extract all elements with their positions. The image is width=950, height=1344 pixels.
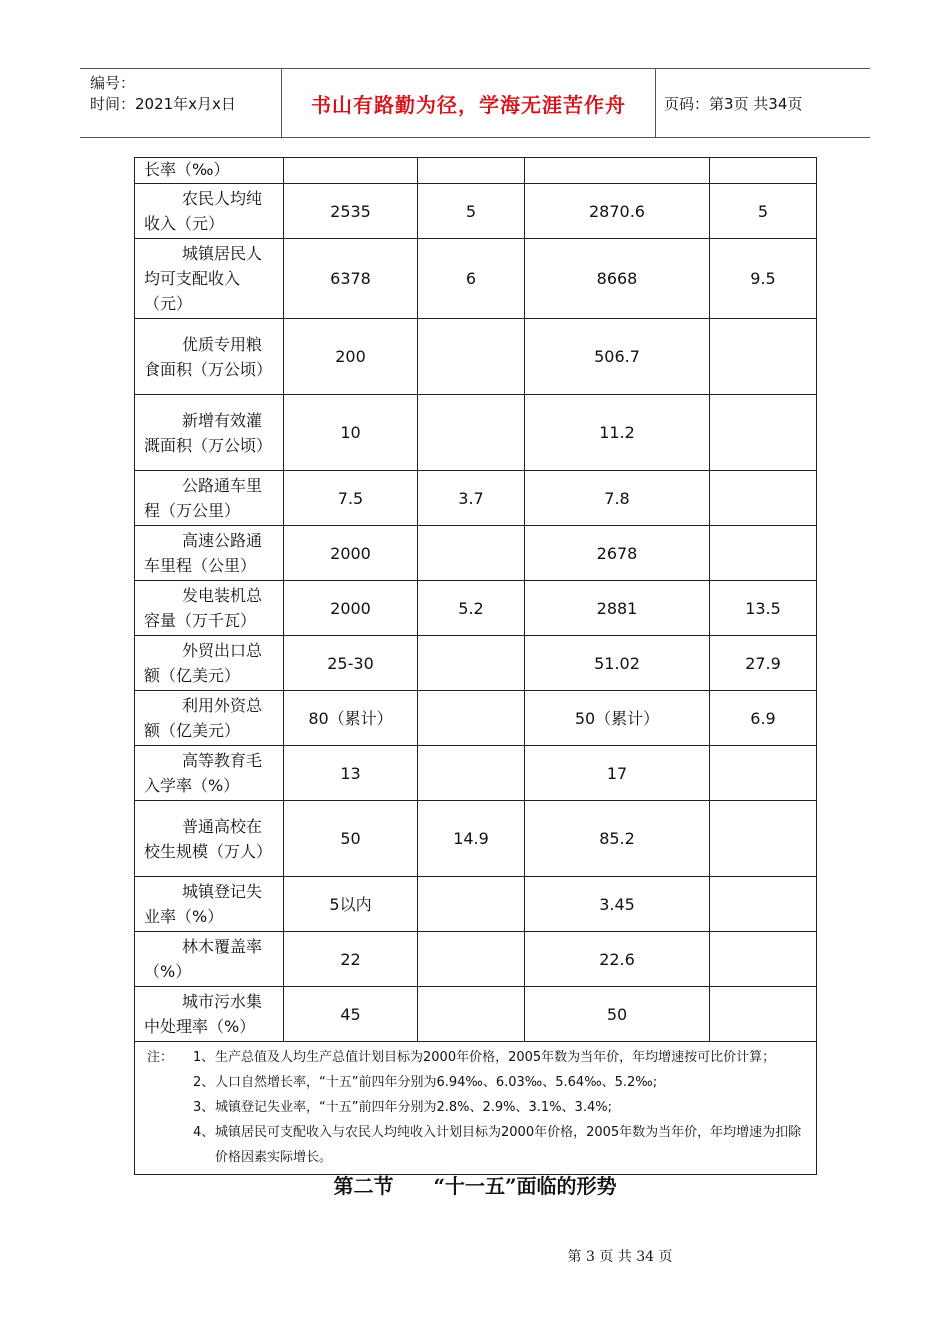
table-cell-c3: 11.2: [525, 395, 710, 471]
note-text: 生产总值及人均生产总值计划目标为2000年价格，2005年数为当年价，年均增速按可比价计算；: [215, 1050, 776, 1065]
header-left: [90, 73, 236, 115]
table-cell-c4: [710, 471, 817, 526]
table-row: [135, 319, 817, 395]
table-cell-c1: 13: [284, 746, 418, 801]
indicator-label-part: 额（亿美元）: [144, 721, 241, 740]
header-divider: [655, 69, 656, 137]
table-row: [135, 746, 817, 801]
table-row: [135, 158, 817, 184]
table-cell-c2: 5: [418, 184, 525, 239]
note-item: [147, 1120, 806, 1170]
indicator-label-part: 长率（‰）: [144, 160, 230, 179]
indicator-label-part: 农民人均纯: [182, 189, 263, 208]
note-text: 城镇登记失业率，“十五”前四年分别为2.8%、2.9%、3.1%、3.4%;: [215, 1100, 612, 1115]
time-label: 时间：2021年x月x日: [90, 95, 236, 113]
table-cell-c4: 5: [710, 184, 817, 239]
table-cell-c4: [710, 526, 817, 581]
table-cell-c1: [284, 158, 418, 184]
notes-prefix: 注：: [147, 1050, 174, 1065]
indicator-label-part: 优质专用粮: [182, 334, 263, 354]
table-cell-c1: 2000: [284, 581, 418, 636]
page-header: [80, 68, 870, 138]
table-cell-c4: 27.9: [710, 636, 817, 691]
table-cell-c1: 45: [284, 987, 418, 1042]
table-row: [135, 395, 817, 471]
indicator-label: [135, 158, 284, 184]
table-row: [135, 877, 817, 932]
table-cell-c2: [418, 636, 525, 691]
table-row: [135, 987, 817, 1042]
table-cell-c2: [418, 319, 525, 395]
indicator-label-part: 高等教育毛: [182, 751, 263, 770]
note-number: 1、: [193, 1050, 215, 1065]
table-cell-c4: [710, 395, 817, 471]
indicator-label-part: 林木覆盖率: [182, 937, 263, 956]
indicator-label-part: 利用外资总: [182, 696, 263, 715]
table-cell-c4: [710, 932, 817, 987]
table-row: [135, 932, 817, 987]
indicator-table-body: [135, 158, 817, 1175]
section-title: “十一五”面临的形势: [433, 1174, 617, 1198]
table-cell-c1: 10: [284, 395, 418, 471]
table-cell-c1: 22: [284, 932, 418, 987]
indicator-label: [135, 801, 284, 877]
note-item: [147, 1070, 806, 1095]
indicator-label-part: 均可支配收入（元）: [144, 269, 241, 313]
table-cell-c3: 506.7: [525, 319, 710, 395]
indicator-label-part: 额（亿美元）: [144, 666, 241, 685]
table-cell-c2: 5.2: [418, 581, 525, 636]
indicator-label-part: 校生规模（万人）: [144, 841, 273, 861]
indicator-label-part: 外贸出口总: [182, 641, 263, 660]
table-cell-c1: 5以内: [284, 877, 418, 932]
indicator-label-part: 普通高校在: [182, 816, 263, 836]
table-cell-c2: [418, 691, 525, 746]
table-cell-c4: [710, 801, 817, 877]
note-text: 人口自然增长率，“十五”前四年分别为6.94‰、6.03‰、5.64‰、5.2‰;: [215, 1075, 658, 1090]
section-number: 第二节: [333, 1174, 394, 1198]
indicator-label: [135, 319, 284, 395]
table-cell-c3: 50（累计）: [525, 691, 710, 746]
table-cell-c2: [418, 746, 525, 801]
table-notes: [135, 1042, 817, 1175]
table-cell-c1: 2535: [284, 184, 418, 239]
table-cell-c1: 25-30: [284, 636, 418, 691]
indicator-label-part: 溉面积（万公顷）: [144, 435, 273, 455]
table-cell-c3: 50: [525, 987, 710, 1042]
table-cell-c3: 2870.6: [525, 184, 710, 239]
indicator-label: [135, 239, 284, 319]
table-cell-c4: 13.5: [710, 581, 817, 636]
table-cell-c1: 200: [284, 319, 418, 395]
indicator-label-part: （%）: [144, 962, 192, 981]
note-number: 2、: [193, 1075, 215, 1090]
table-cell-c3: 3.45: [525, 877, 710, 932]
indicator-label: [135, 636, 284, 691]
table-cell-c4: [710, 746, 817, 801]
indicator-label-part: 程（万公里）: [144, 501, 241, 520]
table-row: [135, 526, 817, 581]
table-row: [135, 239, 817, 319]
table-cell-c4: [710, 987, 817, 1042]
table-cell-c3: 8668: [525, 239, 710, 319]
table-cell-c4: 9.5: [710, 239, 817, 319]
indicator-label-part: 城镇居民人: [182, 244, 263, 263]
table-cell-c3: 51.02: [525, 636, 710, 691]
indicator-table: [134, 157, 817, 1175]
indicator-label: [135, 932, 284, 987]
indicator-label-part: 高速公路通: [182, 531, 263, 550]
note-item: [147, 1045, 806, 1070]
indicator-label-part: 收入（元）: [144, 214, 225, 233]
table-cell-c2: [418, 395, 525, 471]
table-cell-c3: 2881: [525, 581, 710, 636]
table-row: [135, 581, 817, 636]
indicator-label: [135, 987, 284, 1042]
indicator-label: [135, 581, 284, 636]
indicator-label-part: 中处理率（%）: [144, 1017, 256, 1036]
note-text: 城镇居民可支配收入与农民人均纯收入计划目标为2000年价格，2005年数为当年价，年均增速为扣除价格因素实际增长。: [215, 1125, 802, 1165]
serial-label: 编号：: [90, 74, 136, 92]
indicator-label-part: 发电装机总: [182, 586, 263, 605]
table-cell-c2: [418, 158, 525, 184]
note-item: [147, 1095, 806, 1120]
table-row: [135, 801, 817, 877]
indicator-label-part: 食面积（万公顷）: [144, 359, 273, 379]
table-cell-c1: 7.5: [284, 471, 418, 526]
indicator-label: [135, 526, 284, 581]
table-cell-c2: 14.9: [418, 801, 525, 877]
table-cell-c1: 6378: [284, 239, 418, 319]
table-cell-c4: [710, 158, 817, 184]
table-cell-c2: [418, 526, 525, 581]
indicator-label: [135, 877, 284, 932]
page-footer: 第 3 页 共 34 页: [567, 1249, 673, 1265]
table-cell-c3: 22.6: [525, 932, 710, 987]
indicator-label: [135, 395, 284, 471]
table-cell-c4: 6.9: [710, 691, 817, 746]
indicator-label-part: 容量（万千瓦）: [144, 611, 257, 630]
indicator-label: [135, 184, 284, 239]
table-cell-c3: 7.8: [525, 471, 710, 526]
table-cell-c3: 2678: [525, 526, 710, 581]
table-cell-c2: [418, 877, 525, 932]
indicator-label: [135, 746, 284, 801]
table-cell-c1: 2000: [284, 526, 418, 581]
table-cell-c3: 85.2: [525, 801, 710, 877]
indicator-label-part: 业率（%）: [144, 907, 224, 926]
table-cell-c3: 17: [525, 746, 710, 801]
indicator-label-part: 公路通车里: [182, 476, 263, 495]
indicator-label-part: 车里程（公里）: [144, 556, 257, 575]
table-row: [135, 471, 817, 526]
table-row: [135, 691, 817, 746]
table-cell-c1: 80（累计）: [284, 691, 418, 746]
header-page-label: 页码：第3页 共34页: [664, 94, 803, 113]
indicator-label-part: 入学率（%）: [144, 776, 240, 795]
table-cell-c4: [710, 319, 817, 395]
notes-row: [135, 1042, 817, 1175]
header-motto: 书山有路勤为径，学海无涯苦作舟: [311, 92, 626, 117]
note-number: 3、: [193, 1100, 215, 1115]
table-cell-c2: 6: [418, 239, 525, 319]
table-cell-c1: 50: [284, 801, 418, 877]
table-cell-c4: [710, 877, 817, 932]
indicator-label-part: 城镇登记失: [182, 882, 263, 901]
table-row: [135, 636, 817, 691]
section-heading: [0, 1170, 950, 1199]
indicator-label: [135, 691, 284, 746]
table-cell-c3: [525, 158, 710, 184]
indicator-label-part: 新增有效灌: [182, 410, 263, 430]
table-cell-c2: 3.7: [418, 471, 525, 526]
table-cell-c2: [418, 932, 525, 987]
note-number: 4、: [193, 1125, 215, 1140]
indicator-label-part: 城市污水集: [182, 992, 263, 1011]
table-cell-c2: [418, 987, 525, 1042]
indicator-label: [135, 471, 284, 526]
table-row: [135, 184, 817, 239]
